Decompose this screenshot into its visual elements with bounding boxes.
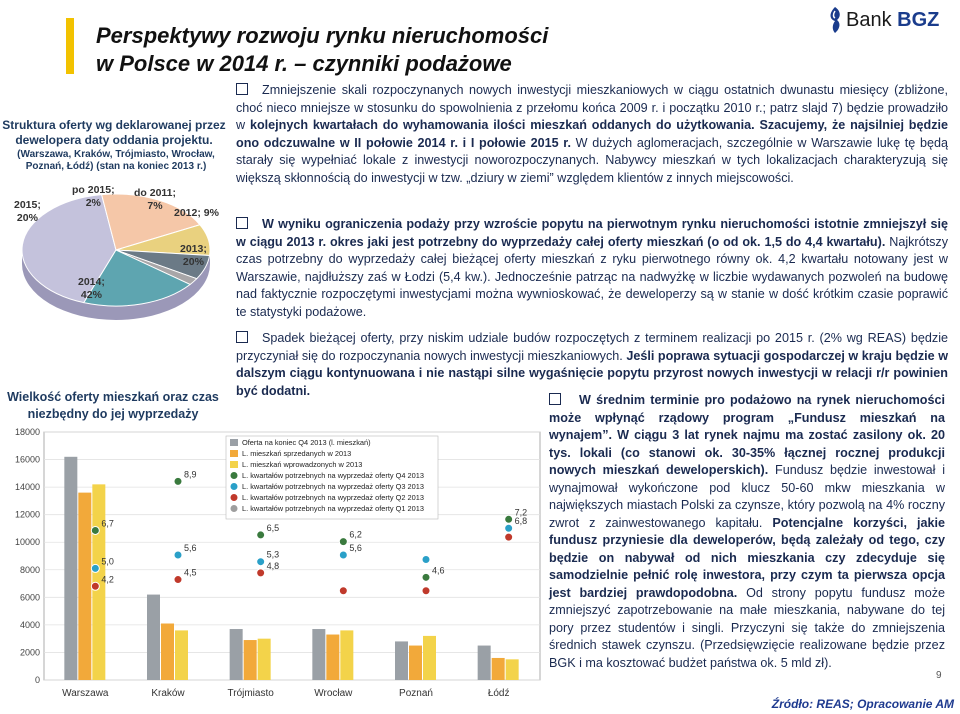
bar-Trójmiasto-1 [244, 640, 257, 680]
point-label: 7,2 [514, 507, 528, 518]
bar-Wrocław-1 [326, 635, 339, 680]
bar-Kraków-0 [147, 595, 160, 680]
y-tick-label: 14000 [14, 482, 40, 493]
y-tick-label: 2000 [19, 647, 40, 658]
pie-label-2015: 2015; 20% [14, 199, 41, 224]
checkbox-bullet-icon [236, 217, 248, 229]
y-tick-label: 8000 [19, 564, 40, 575]
slide-title [96, 22, 548, 78]
pie-label-do2011: do 2011; 7% [134, 187, 177, 212]
source-note: Źródło: REAS; Opracowanie AM [771, 697, 954, 711]
x-tick-label: Warszawa [62, 688, 109, 699]
point-label: 5,6 [349, 543, 362, 554]
bank-logo-icon [826, 5, 844, 35]
point-label: 5,0 [101, 556, 114, 567]
point-label: 4,8 [266, 560, 280, 571]
quarters-point [422, 587, 430, 595]
page-number: 9 [936, 670, 942, 681]
legend-label: L. kwartałów potrzebnych na wyprzedaż oferty Q3 2013 [242, 482, 424, 491]
bar-Łódź-2 [506, 659, 519, 680]
legend-swatch [230, 439, 238, 446]
legend-swatch [231, 494, 238, 501]
pie-label-2012: 2012; 9% [174, 207, 219, 219]
quarters-point [91, 582, 99, 590]
quarters-point [505, 515, 513, 523]
pie-label-2014: 2014; 42% [78, 276, 105, 301]
x-tick-label: Poznań [399, 688, 433, 699]
pie-label-po2015: po 2015; 2% [72, 184, 115, 209]
point-label: 4,2 [101, 574, 114, 585]
y-tick-label: 12000 [14, 509, 40, 520]
slide-title-line1: Perspektywy rozwoju rynku nieruchomości [96, 23, 549, 48]
bar-Poznań-0 [395, 641, 408, 680]
legend-swatch [230, 450, 238, 457]
bar-Wrocław-2 [340, 630, 353, 680]
bar-Warszawa-0 [64, 457, 77, 680]
quarters-point [257, 558, 265, 566]
x-tick-label: Trójmiasto [227, 688, 274, 699]
quarters-point [174, 477, 182, 485]
quarters-point [257, 531, 265, 539]
slide-title-line2: w Polsce w 2014 r. – czynniki podażowe [96, 51, 512, 76]
paragraph-4: W średnim terminie pro podażowo na rynek nieruchomości może wpłynąć rządowy program „Fundusz mieszkań na wynajem”. W ciągu 3 lat rynek najmu ma zostać zasilony ok. 20 tys. lokali (co stanowi ok. 30-35% łącznej rocznej produkcji nowych mieszkań deweloperskich). Fundusz będzie inwestował i wynajmował wykończone pod klucz 50-60 mkw mieszkania w największych miastach Polski za czynsze, który pozwolą na 4% roczny zwrot z zainwestowanego kapitału. Potencjalne korzyści, jakie fundusz przyniesie dla deweloperów, będą zależały od tego, czy będzie on nabywał od nich mieszkania czy zdecyduje się samodzielnie pełnić rolę inwestora, przy czym ta pierwsza opcja jest bardziej prawdopodobna. Od strony popytu fundusz może zmniejszyć zapotrzebowanie na małe mieszkania, nabywane do tej pory przez studentów i singli. Przyczyni się także do zmniejszenia średnich stawek czynszu. (Przedsięwzięcie realizowane będzie przez BGK i ma kosztować budżet państwa ok. 5 mld zł). [549, 393, 946, 670]
bar-chart [0, 426, 550, 710]
legend-label: L. mieszkań wprowadzonych w 2013 [242, 460, 363, 469]
logo-text: Bank BGZ [846, 8, 940, 31]
bar-Łódź-1 [492, 658, 505, 680]
legend-label: L. kwartałów potrzebnych na wyprzedaż oferty Q2 2013 [242, 493, 424, 502]
paragraph-3: Spadek bieżącej oferty, przy niskim udziale budów rozpoczętych z terminem realizacji po 2015 r. (2% wg REAS) będzie przyczyniał się do rozpoczynania nowych inwestycji mieszkaniowych. Jeśli poprawa sytuacji gospodarczej w kraju będzie w dalszym ciągu kontynuowana i nie nastąpi silne wygaśnięcie popytu przyrost nowych inwestycji w relacji r/r powinien być dodatni. [236, 331, 948, 398]
point-label: 6,7 [101, 518, 114, 529]
quarters-point [505, 524, 513, 532]
quarters-point [422, 573, 430, 581]
bar-Kraków-2 [175, 630, 188, 680]
bar-chart-title: Wielkość oferty mieszkań oraz czas niezbędny do jej wyprzedaży [7, 390, 219, 421]
quarters-point [505, 533, 513, 541]
quarters-point [339, 587, 347, 595]
bar-Łódź-0 [478, 646, 491, 680]
bar-Trójmiasto-2 [258, 639, 271, 680]
checkbox-bullet-icon [549, 393, 561, 405]
checkbox-bullet-icon [236, 331, 248, 343]
x-tick-label: Kraków [151, 688, 185, 699]
legend-swatch [230, 461, 238, 468]
y-tick-label: 4000 [19, 619, 40, 630]
legend-label: L. kwartałów potrzebnych na wyprzedaż oferty Q4 2013 [242, 471, 424, 480]
paragraph-2: W wyniku ograniczenia podaży przy wzroście popytu na pierwotnym rynku nieruchomości istotnie zmniejszył się w ciągu 2013 r. okres jaki jest potrzebny do wyprzedaży całej oferty mieszkań (o od ok. 1,5 do 4,4 kwartału). Najkrótszy czas potrzebny do wyprzedaży całej bieżącej oferty mieszkań z ryku pierwotnego równy ok. 4,2 kwartału notowany jest w Warszawie, najdłuższy zaś w Łodzi (5,4 kw.). Jednocześnie patrząc na nadwyżkę w liczbie wydawanych pozwoleń na budowę nad faktycznie rozpoczętymi inwestycjami można wywnioskować, że deweloperzy są w stanie w dość krótkim czasie poprawić te statystyki podażowe. [236, 217, 949, 319]
point-label: 8,9 [184, 469, 197, 480]
bar-Poznań-1 [409, 646, 422, 680]
point-label: 6,8 [514, 516, 528, 527]
pie-chart-subtitle: (Warszawa, Kraków, Trójmiasto, Wrocław, Poznań, Łódź) (stan na koniec 2013 r.) [17, 149, 215, 172]
point-label: 4,5 [184, 567, 197, 578]
pie-label-2013: 2013; 20% [180, 243, 207, 268]
quarters-point [422, 555, 430, 563]
y-tick-label: 6000 [19, 592, 40, 603]
bar-Trójmiasto-0 [230, 629, 243, 680]
point-label: 6,5 [266, 522, 280, 533]
legend-label: L. mieszkań sprzedanych w 2013 [242, 449, 352, 458]
y-tick-label: 0 [34, 675, 40, 685]
bar-Warszawa-1 [78, 493, 91, 680]
y-tick-label: 18000 [14, 427, 40, 437]
checkbox-bullet-icon [236, 83, 248, 95]
point-label: 4,6 [432, 565, 445, 576]
quarters-point [174, 576, 182, 584]
title-accent-bar [66, 18, 74, 74]
bar-Kraków-1 [161, 624, 174, 680]
y-tick-label: 16000 [14, 454, 40, 465]
legend-swatch [231, 505, 238, 512]
quarters-point [91, 564, 99, 572]
paragraph-1: Zmniejszenie skali rozpoczynanych nowych inwestycji mieszkaniowych w ciągu ostatnich dwunastu miesięcy (zbliżone, choć nieco mniejsze w stosunku do spowolnienia z przełomu końca 2009 r. i początku 2010 r.; patrz slajd 7) będzie prowadziło w kolejnych kwartałach do wyhamowania ilości mieszkań oddanych do użytkowania. Szacujemy, że najsilniej będzie ono odczuwalne w II połowie 2014 r. i I połowie 2015 r. W dużych aglomeracjach, szczególnie w Warszawie lukę tę będą starały się wypełniać lokale z inwestycji noworozpoczynanych. Nabywcy mieszkań w tych lokalizacjach charakteryzują się większą skłonnością do inwestycji w tzw. „dziury w ziemi” względem klientów z innych miejscowości. [236, 83, 949, 185]
bar-Wrocław-0 [312, 629, 325, 680]
x-tick-label: Wrocław [314, 688, 353, 699]
quarters-point [339, 551, 347, 559]
point-label: 6,2 [349, 529, 362, 540]
y-tick-label: 10000 [14, 537, 40, 548]
point-label: 5,3 [266, 549, 280, 560]
x-tick-label: Łódź [487, 688, 510, 699]
bar-Poznań-2 [423, 636, 436, 680]
quarters-point [257, 569, 265, 577]
pie-chart-title: Struktura oferty wg deklarowanej przez dewelopera daty oddania projektu. [2, 118, 226, 147]
quarters-point [91, 526, 99, 534]
legend-swatch [231, 472, 238, 479]
legend-swatch [231, 483, 238, 490]
legend-label: Oferta na koniec Q4 2013 (l. mieszkań) [242, 438, 371, 447]
quarters-point [339, 538, 347, 546]
quarters-point [174, 551, 182, 559]
legend-label: L. kwartałów potrzebnych na wyprzedaż oferty Q1 2013 [242, 504, 424, 513]
point-label: 5,6 [184, 543, 197, 554]
bank-bgz-logo [826, 4, 939, 36]
